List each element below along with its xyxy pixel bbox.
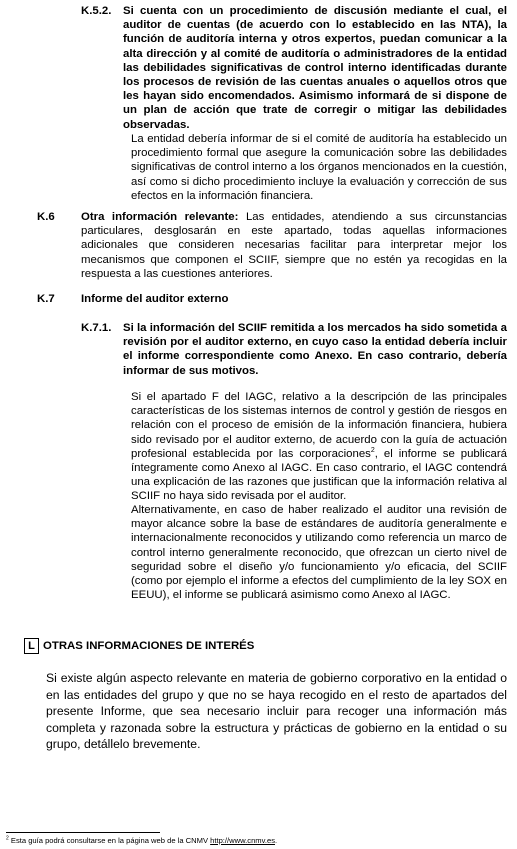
section-text	[81, 210, 507, 281]
footnote-ref: 2	[370, 447, 375, 455]
question-k-5-2	[81, 4, 507, 132]
guidance-k-5-2: La entidad debería informar de si el comité de auditoría ha establecido un procedimiento formal que asegure la comunicación sobre las debilidades significativas de control interno a los órganos mencionados en la cuestión, así como si dicho procedimiento incluye la evaluación y corrección de sus efectos en la información financiera.	[131, 133, 507, 202]
guidance-k-7-1-p1	[131, 390, 507, 504]
section-letter-box: L	[24, 638, 39, 654]
cnmv-link[interactable]: http://www.cnmv.es	[210, 836, 275, 845]
section-k-6	[37, 210, 507, 281]
section-l-heading	[24, 638, 504, 654]
footnote-marker: 2	[6, 835, 9, 842]
section-title: Informe del auditor externo	[81, 293, 229, 305]
section-l-text: Si existe algún aspecto relevante en materia de gobierno corporativo en la entidad o en las entidades del grupo y que no se haya recogido en el resto de apartados del presente Informe, que sea necesario incluir para recoger una información más completa y razonada sobre la estructura y prácticas de gobierno en la entidad o su grupo, detállelo brevemente.	[46, 671, 507, 752]
question-number: K.5.2.	[81, 5, 112, 17]
question-text: Si la información del SCIIF remitida a los mercados ha sido sometida a revisión por el auditor externo, en cuyo caso la entidad debería incluir el informe correspondiente como Anexo. En caso contrario, debería informar de sus motivos.	[123, 322, 507, 377]
footnote-divider	[6, 832, 160, 833]
question-k-7-1	[81, 321, 507, 378]
section-title: OTRAS INFORMACIONES DE INTERÉS	[43, 640, 255, 652]
section-k-7	[37, 292, 507, 306]
section-number: K.6	[37, 211, 55, 223]
footnote-text: Esta guía podrá consultarse en la página web de la CNMV	[8, 836, 211, 845]
section-number: K.7	[37, 293, 55, 305]
paragraph-text: Si el apartado F del IAGC, relativo a la descripción de las principales características de los sistemas internos de control y gestión de riesgos en relación con el proceso de emisión de la información financiera, hubiera sido revisado por el auditor externo, de acuerdo con la guía de actuación profesional establecida por las corporaciones	[131, 391, 507, 460]
footnote	[6, 836, 277, 846]
section-body: Las entidades, atendiendo a sus circunstancias particulares, desglosarán en este apartado, todas aquellas informaciones adicionales que consideren necesarias facilitar para interpretar mejor los mecanismos que componen el SCIIF, siempre que no estén ya recogidas en la respuesta a las cuestiones anteriores.	[81, 211, 507, 280]
question-text: Si cuenta con un procedimiento de discusión mediante el cual, el auditor de cuentas (de acuerdo con lo establecido en las NTA), la función de auditoría interna y otros expertos, puedan comunicar a la alta dirección y al comité de auditoría o administradores de la entidad las debilidades significativas de control interno identificadas durante los procesos de revisión de las cuentas anuales o aquellos otros que les hayan sido encomendados. Asimismo informará de si dispone de un plan de acción que trate de corregir o mitigar las debilidades observadas.	[123, 5, 507, 131]
footnote-end: .	[275, 836, 278, 845]
paragraph-text: , el informe se publicará íntegramente como Anexo al IAGC. En caso contrario, el IAGC contendrá una explicación de las razones que justifican que la información relativa al SCIIF no haya sido revisada por el auditor.	[131, 447, 507, 503]
guidance-k-7-1-p2: Alternativamente, en caso de haber realizado el auditor una revisión de mayor alcance sobre la base de estándares de auditoría generalmente e internacionalmente reconocidos y utilizando como referencia un marco de control interno generalmente reconocido, que ofrezcan un cierto nivel de seguridad sobre el diseño y/o funcionamiento y/o eficacia, del SCIIF (como por ejemplo el informe a efectos del cumplimiento de la ley SOX en EEUU), el informe se publicará asimismo como Anexo al IAGC.	[131, 504, 507, 602]
section-title: Otra información relevante:	[81, 211, 239, 223]
question-number: K.7.1.	[81, 322, 112, 334]
